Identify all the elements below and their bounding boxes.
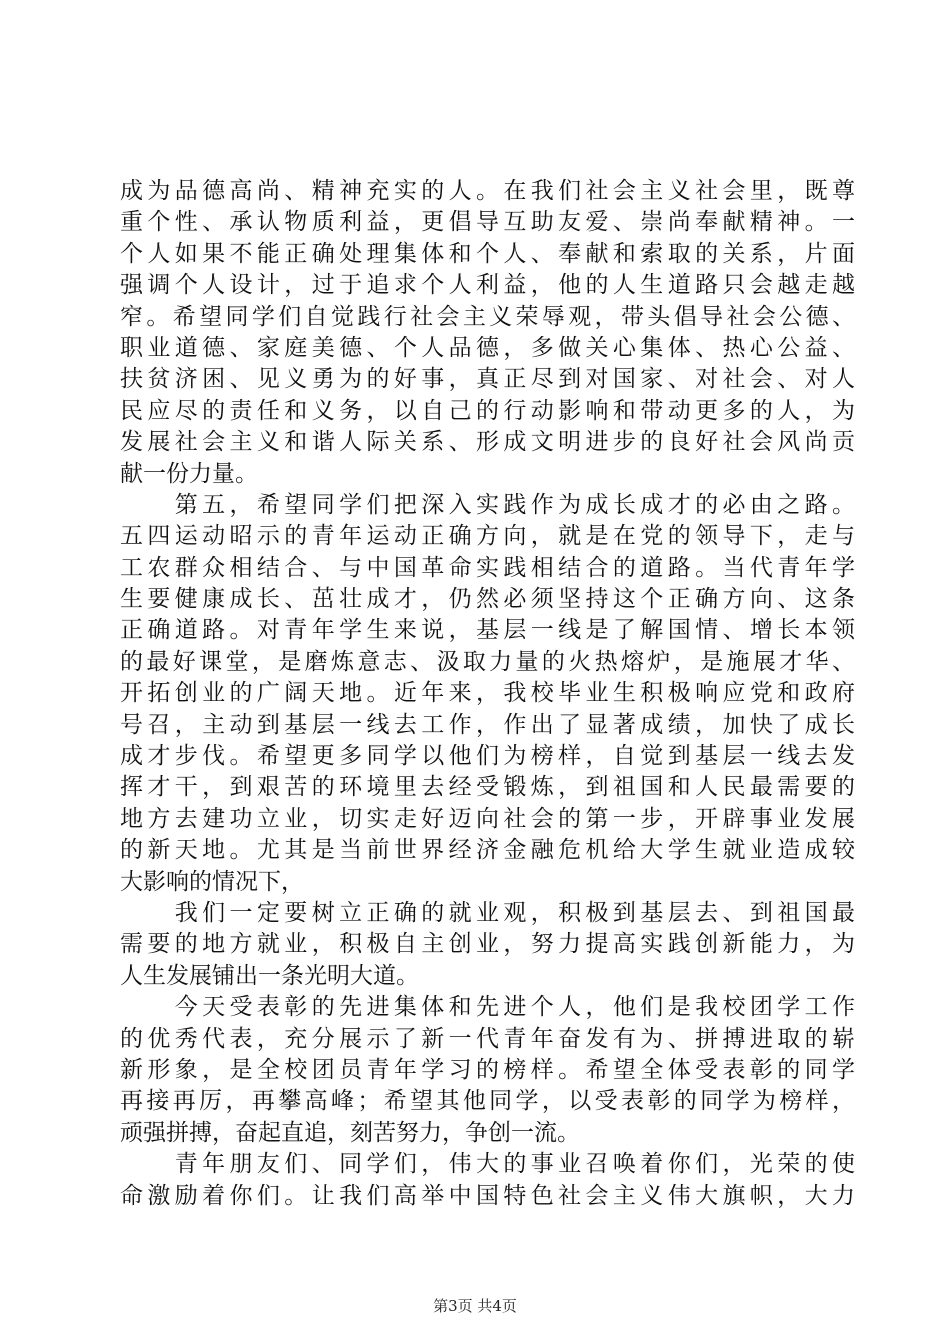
- text-line: 民应尽的责任和义务，以自己的行动影响和带动更多的人，为: [120, 397, 855, 424]
- text-line: 窄。希望同学们自觉践行社会主义荣辱观，带头倡导社会公德、: [120, 303, 855, 330]
- text-line: 职业道德、家庭美德、个人品德，多做关心集体、热心公益、: [120, 334, 855, 361]
- text-line: 大影响的情况下，: [120, 868, 304, 895]
- text-line: 人生发展铺出一条光明大道。: [120, 962, 419, 989]
- text-line: 重个性、承认物质利益，更倡导互助友爱、崇尚奉献精神。一: [120, 209, 855, 236]
- text-line: 开拓创业的广阔天地。近年来，我校毕业生积极响应党和政府: [120, 680, 855, 707]
- text-line: 我们一定要树立正确的就业观，积极到基层去、到祖国最: [120, 899, 855, 926]
- text-line: 的最好课堂，是磨炼意志、汲取力量的火热熔炉，是施展才华、: [120, 648, 855, 675]
- text-line: 新形象，是全校团员青年学习的榜样。希望全体受表彰的同学: [120, 1056, 855, 1083]
- text-line: 工农群众相结合、与中国革命实践相结合的道路。当代青年学: [120, 554, 855, 581]
- text-line: 再接再厉，再攀高峰；希望其他同学，以受表彰的同学为榜样，: [120, 1088, 855, 1115]
- text-line: 今天受表彰的先进集体和先进个人，他们是我校团学工作: [120, 994, 855, 1021]
- text-line: 第五，希望同学们把深入实践作为成长成才的必由之路。: [120, 491, 855, 518]
- body-text: [120, 176, 855, 1212]
- text-line: 正确道路。对青年学生来说，基层一线是了解国情、增长本领: [120, 617, 855, 644]
- text-line: 成为品德高尚、精神充实的人。在我们社会主义社会里，既尊: [120, 178, 855, 204]
- text-line: 生要健康成长、茁壮成才，仍然必须坚持这个正确方向、这条: [120, 586, 855, 613]
- text-line: 顽强拼搏，奋起直追，刻苦努力，争创一流。: [120, 1119, 580, 1146]
- text-line: 青年朋友们、同学们，伟大的事业召唤着你们，光荣的使: [120, 1151, 855, 1178]
- text-line: 献一份力量。: [120, 460, 258, 487]
- page-number-footer: 第3页 共4页: [433, 1297, 517, 1315]
- text-line: 地方去建功立业，切实走好迈向社会的第一步，开辟事业发展: [120, 805, 855, 832]
- text-line: 强调个人设计，过于追求个人利益，他的人生道路只会越走越: [120, 272, 855, 299]
- text-line: 扶贫济困、见义勇为的好事，真正尽到对国家、对社会、对人: [120, 366, 855, 393]
- text-line: 需要的地方就业，积极自主创业，努力提高实践创新能力，为: [120, 931, 855, 958]
- text-line: 号召，主动到基层一线去工作，作出了显著成绩，加快了成长: [120, 711, 855, 738]
- text-line: 个人如果不能正确处理集体和个人、奉献和索取的关系，片面: [120, 240, 855, 267]
- text-line: 的新天地。尤其是当前世界经济金融危机给大学生就业造成较: [120, 837, 855, 864]
- text-line: 五四运动昭示的青年运动正确方向，就是在党的领导下，走与: [120, 523, 855, 550]
- text-line: 的优秀代表，充分展示了新一代青年奋发有为、拼搏进取的崭: [120, 1025, 855, 1052]
- text-line: 发展社会主义和谐人际关系、形成文明进步的良好社会风尚贡: [120, 429, 855, 456]
- text-line: 挥才干，到艰苦的环境里去经受锻炼，到祖国和人民最需要的: [120, 774, 855, 801]
- text-line: 命激励着你们。让我们高举中国特色社会主义伟大旗帜，大力: [120, 1182, 855, 1209]
- text-line: 成才步伐。希望更多同学以他们为榜样，自觉到基层一线去发: [120, 743, 855, 770]
